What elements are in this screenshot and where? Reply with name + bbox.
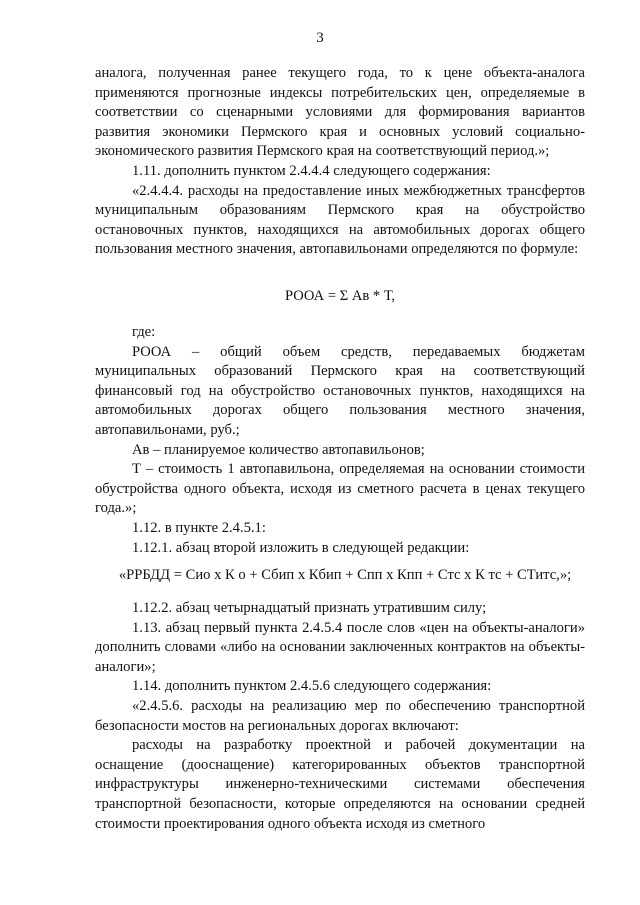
paragraph-continuation: аналога, полученная ранее текущего года, то к цене объекта-аналога применяются прогнозные индексы потребительских цен, определяемые в соответствии со сценарными условиями для формирования вариантов развития экономики Пермского края и основных условий социально-экономического развития Пермского края на соответствующий период.»;	[95, 65, 585, 160]
paragraph-2-4-5-6: «2.4.5.6. расходы на реализацию мер по обеспечению транспортной безопасности мостов на региональных дорогах включают:	[95, 697, 585, 734]
paragraph-item-1-12-1: 1.12.1. абзац второй изложить в следующей редакции:	[132, 539, 470, 556]
paragraph-item-1-14: 1.14. дополнить пунктом 2.4.5.6 следующего содержания:	[132, 678, 492, 695]
paragraph-item-1-12-2: 1.12.2. абзац четырнадцатый признать утратившим силу;	[132, 600, 487, 616]
paragraph-where: где:	[132, 324, 156, 340]
formula-rooa: РООА = Σ Ав * Т,	[285, 288, 395, 304]
paragraph-item-1-13: 1.13. абзац первый пункта 2.4.5.4 после слов «цен на объекты-аналоги» дополнить словами «либо на основании заключенных контрактов на объекты-аналоги»;	[95, 619, 585, 675]
paragraph-rooa-definition: РООА – общий объем средств, передаваемых бюджетам муниципальных образований Пермского края на соответствующий финансовый год на обустройство остановочных пунктов, находящихся на автомобильных дорогах общего пользования местного значения, автопавильонами, руб.;	[95, 343, 585, 438]
paragraph-t-definition: Т – стоимость 1 автопавильона, определяемая на основании стоимости обустройства одного объекта, исходя из сметного расчета в ценах текущего года.»;	[95, 461, 585, 517]
page-number: 3	[316, 30, 324, 46]
paragraph-av-definition: Ав – планируемое количество автопавильонов;	[132, 441, 425, 458]
text-block-2	[95, 323, 585, 558]
paragraph-2-4-4-4: «2.4.4.4. расходы на предоставление иных межбюджетных трансфертов муниципальным образованиям Пермского края на обустройство остановочных пунктов, находящихся на автомобильных дорогах общего пользования местного значения, автопавильонами определяются по формуле:	[95, 182, 585, 258]
paragraph-item-1-12: 1.12. в пункте 2.4.5.1:	[132, 519, 266, 536]
paragraph-item-1-11: 1.11. дополнить пунктом 2.4.4.4 следующего содержания:	[132, 162, 491, 179]
text-block-3	[95, 599, 585, 834]
formula-rrbdd: «РРБДД = Сио х К о + Сбип х Кбип + Спп х Кпп + Стс х К тс + СТитс,»;	[118, 567, 572, 583]
text-block-1	[95, 64, 585, 260]
paragraph-design-costs: расходы на разработку проектной и рабочей документации на оснащение (дооснащение) категорированных объектов транспортной инфраструктуры инженерно-техническими системами обеспечения транспортной безопасности, которые определяются на основании средней стоимости проектирования одного объекта исходя из сметного	[95, 737, 585, 832]
